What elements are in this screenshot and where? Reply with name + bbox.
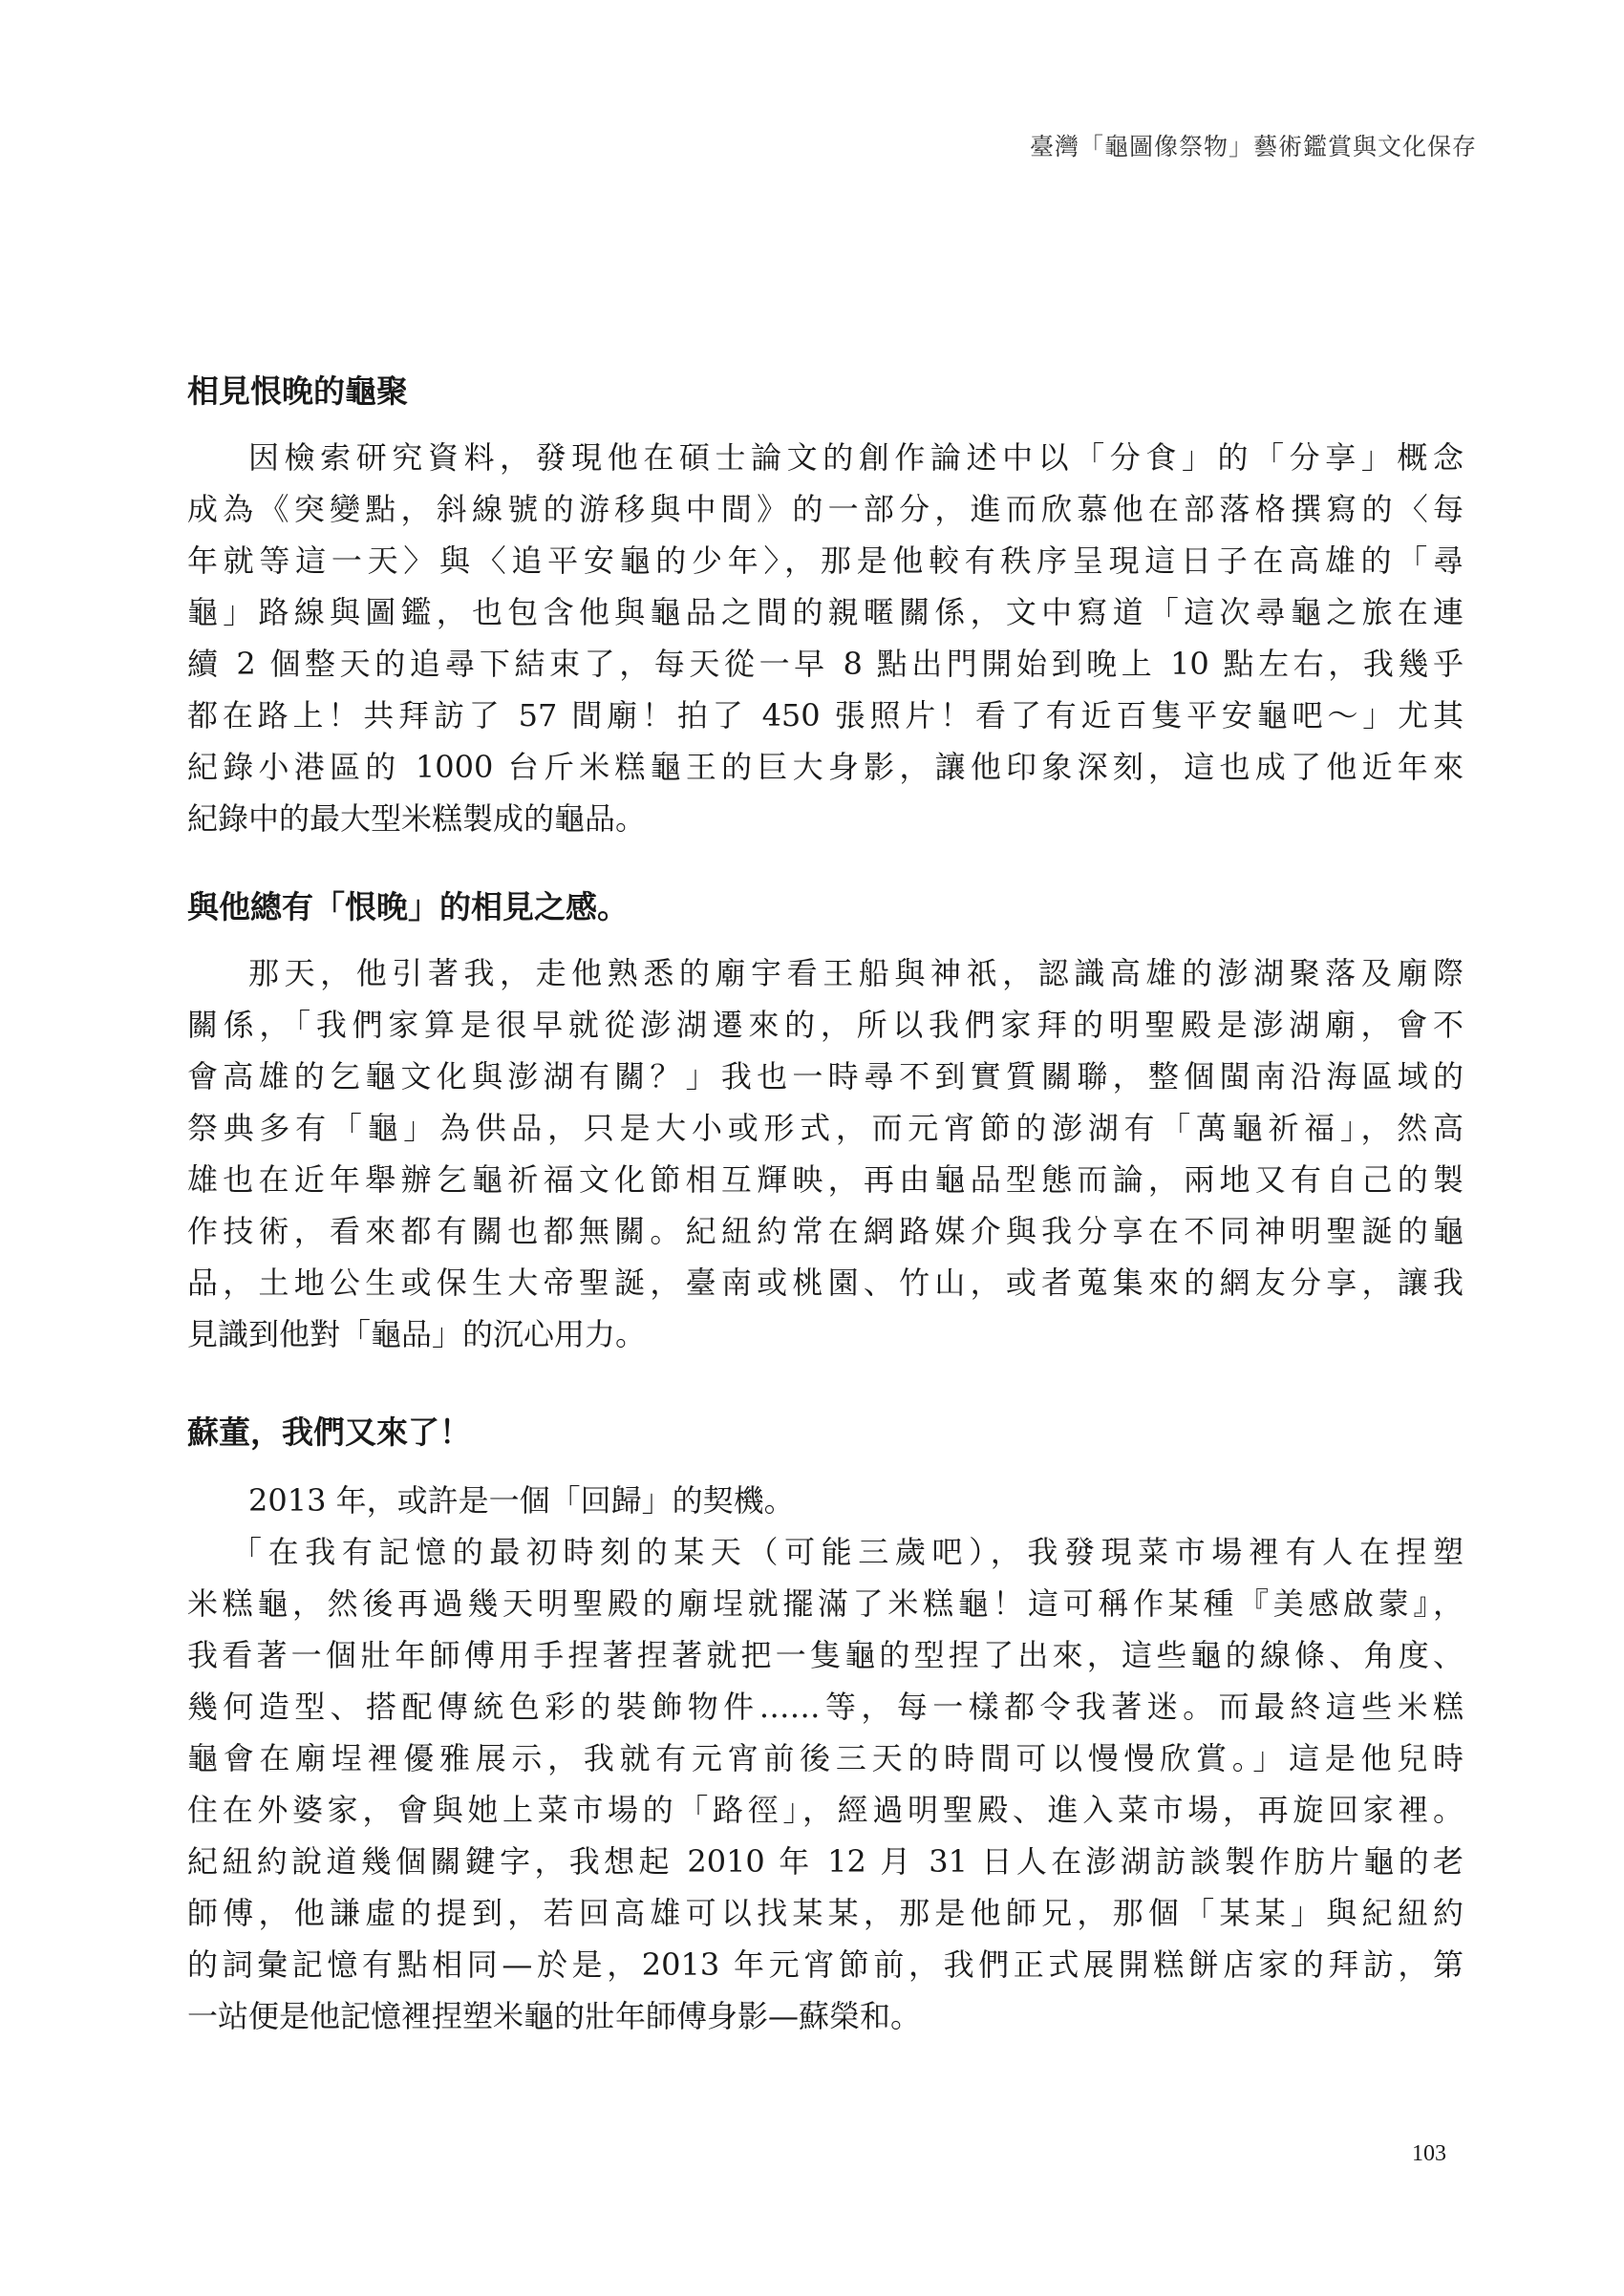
body-line: 會高雄的乞龜文化與澎湖有關？」我也一時尋不到實質關聯，整個閩南沿海區域的: [187, 1058, 1464, 1095]
body-line: 見識到他對「龜品」的沉心用力。: [187, 1316, 647, 1352]
page-number: 103: [1412, 2141, 1446, 2166]
body-line: 成為《突變點，斜線號的游移與中間》的一部分，進而欣慕他在部落格撰寫的〈每: [187, 491, 1464, 527]
section-heading: 相見恨晚的龜聚: [187, 372, 408, 410]
body-line: 都在路上！共拜訪了 57 間廟！拍了 450 張照片！看了有近百隻平安龜吧～」尤其: [187, 697, 1464, 733]
body-line: 祭典多有「龜」為供品，只是大小或形式，而元宵節的澎湖有「萬龜祈福」，然高: [187, 1110, 1464, 1146]
body-line: 我看著一個壯年師傅用手捏著捏著就把一隻龜的型捏了出來，這些龜的線條、角度、: [187, 1637, 1464, 1673]
body-line: 住在外婆家，會與她上菜市場的「路徑」，經過明聖殿、進入菜市場，再旋回家裡。: [187, 1792, 1464, 1828]
body-line: 品，土地公生或保生大帝聖誕，臺南或桃園、竹山，或者蒐集來的網友分享，讓我: [187, 1265, 1464, 1301]
body-line: 幾何造型、搭配傳統色彩的裝飾物件……等，每一樣都令我著迷。而最終這些米糕: [187, 1689, 1464, 1725]
body-line: 米糕龜，然後再過幾天明聖殿的廟埕就擺滿了米糕龜！這可稱作某種『美感啟蒙』，: [187, 1585, 1464, 1622]
body-line: 龜」路線與圖鑑，也包含他與龜品之間的親暱關係，文中寫道「這次尋龜之旅在連: [187, 594, 1464, 630]
running-header: 臺灣「龜圖像祭物」藝術鑑賞與文化保存: [1029, 133, 1477, 160]
body-line: 一站便是他記憶裡捏塑米龜的壯年師傅身影—蘇榮和。: [187, 1998, 922, 2034]
body-line: 關係，「我們家算是很早就從澎湖遷來的，所以我們家拜的明聖殿是澎湖廟，會不: [187, 1007, 1464, 1043]
body-line: 雄也在近年舉辦乞龜祈福文化節相互輝映，再由龜品型態而論，兩地又有自己的製: [187, 1161, 1464, 1198]
section-heading: 與他總有「恨晚」的相見之感。: [187, 888, 629, 925]
body-line: 紀錄中的最大型米糕製成的龜品。: [187, 800, 647, 837]
body-line: 作技術，看來都有關也都無關。紀紐約常在網路媒介與我分享在不同神明聖誕的龜: [187, 1213, 1464, 1249]
body-line: 師傅，他謙虛的提到，若回高雄可以找某某，那是他師兄，那個「某某」與紀紐約: [187, 1895, 1464, 1931]
body-line: 「在我有記憶的最初時刻的某天（可能三歲吧），我發現菜市場裡有人在捏塑: [231, 1534, 1464, 1570]
body-line: 年就等這一天〉與〈追平安龜的少年〉，那是他較有秩序呈現這日子在高雄的「尋: [187, 542, 1464, 579]
body-line: 紀紐約說道幾個關鍵字，我想起 2010 年 12 月 31 日人在澎湖訪談製作肪片龜的老: [187, 1843, 1464, 1880]
body-line: 紀錄小港區的 1000 台斤米糕龜王的巨大身影，讓他印象深刻，這也成了他近年來: [187, 749, 1464, 785]
body-line: 因檢索研究資料，發現他在碩士論文的創作論述中以「分食」的「分享」概念: [248, 439, 1464, 476]
body-line: 2013 年，或許是一個「回歸」的契機。: [248, 1482, 795, 1519]
body-line: 續 2 個整天的追尋下結束了，每天從一早 8 點出門開始到晚上 10 點左右，我幾乎: [187, 646, 1464, 682]
body-line: 那天，他引著我，走他熟悉的廟宇看王船與神祇，認識高雄的澎湖聚落及廟際: [248, 955, 1464, 991]
body-line: 龜會在廟埕裡優雅展示，我就有元宵前後三天的時間可以慢慢欣賞。」這是他兒時: [187, 1740, 1464, 1776]
body-line: 的詞彙記憶有點相同—於是，2013 年元宵節前，我們正式展開糕餅店家的拜訪，第: [187, 1946, 1464, 1983]
section-heading: 蘇董，我們又來了！: [187, 1414, 471, 1451]
